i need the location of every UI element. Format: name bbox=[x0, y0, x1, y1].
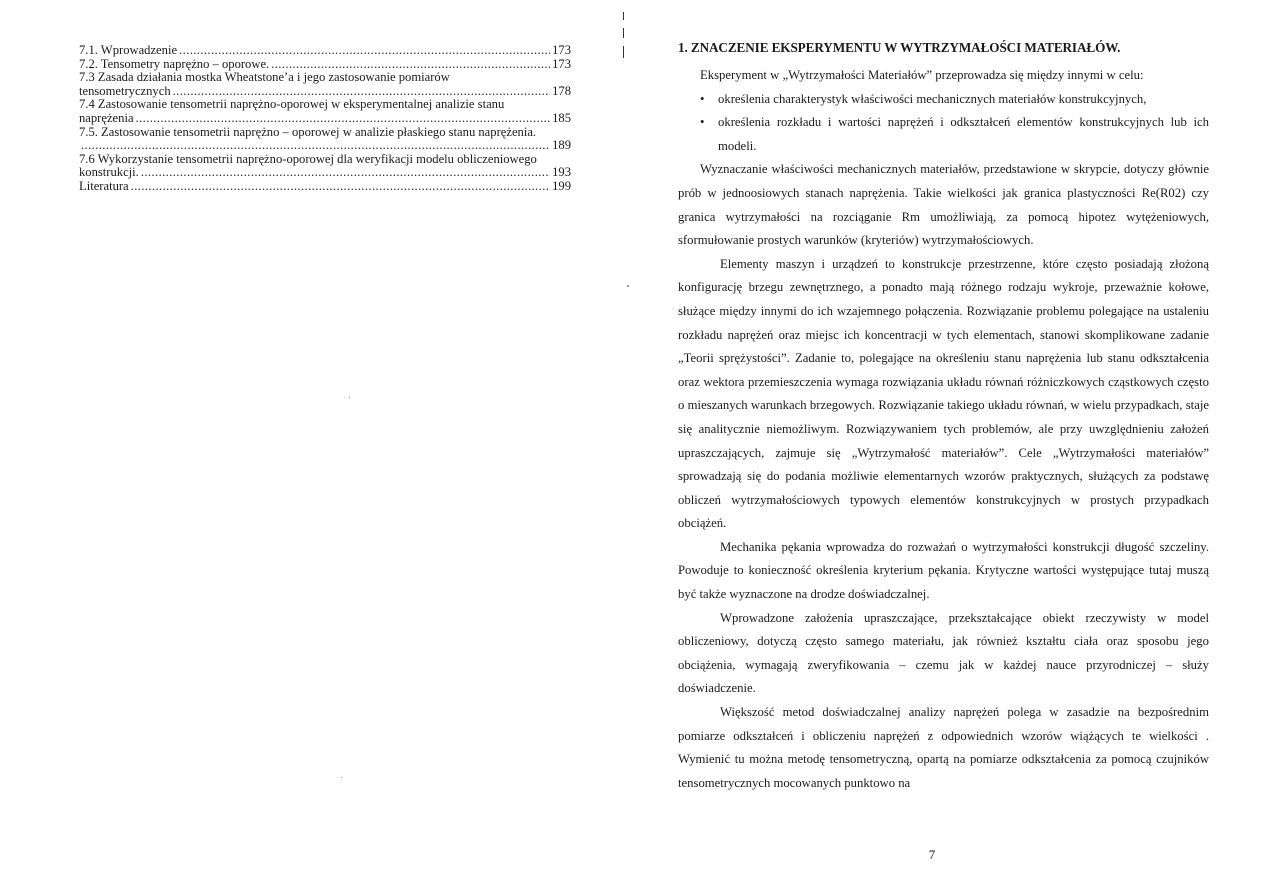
scan-speck bbox=[341, 777, 342, 778]
toc-line bbox=[79, 112, 571, 126]
intro-paragraph: Eksperyment w „Wytrzymałości Materiałów” przeprowadza się między innymi w celu: bbox=[700, 68, 1144, 82]
toc-entry bbox=[79, 71, 571, 98]
table-of-contents bbox=[79, 44, 571, 194]
toc-entry-title-cont: konstrukcji. bbox=[79, 165, 139, 180]
toc-entry-title: 7.3 Zasada działania mostka Wheatstone’a i jego zastosowanie pomiarów bbox=[79, 70, 450, 85]
toc-leader bbox=[271, 58, 550, 72]
scan-speck bbox=[627, 285, 629, 287]
toc-entry-title: Literatura bbox=[79, 178, 129, 193]
toc-line bbox=[79, 58, 571, 72]
toc-entry-title: 7.5. Zastosowanie tensometrii naprężno – oporowej w analizie płaskiego stanu naprężenia. bbox=[79, 124, 537, 139]
paragraph: Mechanika pękania wprowadza do rozważań o wytrzymałości konstrukcji długość szczeliny. Powoduje to konieczność określenia kryterium pękania. Krytyczne wartości występujące tutaj muszą być także wyznaczone na drodze doświadczalnej. bbox=[678, 539, 1209, 602]
scan-mark bbox=[623, 12, 624, 20]
toc-line bbox=[79, 85, 571, 99]
toc-entry bbox=[79, 180, 571, 194]
toc-entry-title-cont: tensometrycznych bbox=[79, 83, 171, 98]
spine-scan-marks bbox=[623, 12, 626, 72]
bullet-item: • określenia charakterystyk właściwości mechanicznych materiałów konstrukcyjnych, bbox=[718, 88, 1209, 112]
paragraph: Wyznaczanie właściwości mechanicznych materiałów, przedstawione w skrypcie, dotyczy głównie prób w jednoosiowych stanach naprężenia. Takie wielkości jak granica plastyczności Re(R02) czy granica wytrzymałości na rozciąganie Rm umożliwiają, za pomocą hipotez wytężeniowych, sformułowanie prostych warunków (kryteriów) wytrzymałościowych. bbox=[678, 162, 1209, 248]
paragraph: Większość metod doświadczalnej analizy naprężeń polega w zasadzie na bezpośrednim pomiarze odkształceń i obliczeniu naprężeń z odpowiednich wzorów wiążących te wielkości . Wymienić tu można metodę tensometryczną, opartą na pomiarze odkształcenia za pomocą czujników tensometrycznych mocowanych punktowo na bbox=[678, 705, 1209, 790]
toc-entry-title: 7.4 Zastosowanie tensometrii naprężno-oporowej w eksperymentalnej analizie stanu bbox=[79, 97, 505, 112]
bullet-item: • określenia rozkładu i wartości naprężeń i odkształceń elementów konstrukcyjnych lub ich modeli. bbox=[718, 111, 1209, 158]
toc-entry bbox=[79, 44, 571, 58]
right-page bbox=[632, 0, 1263, 893]
toc-page-number: 193 bbox=[552, 165, 571, 180]
toc-entry-title: 7.2. Tensometry naprężno – oporowe. bbox=[79, 56, 270, 71]
toc-page-number: 173 bbox=[552, 56, 571, 71]
paragraph: Wprowadzone założenia upraszczające, przekształcające obiekt rzeczywisty w model obliczeniowy, dotyczą często samego materiału, jak również kształtu ciała oraz sposobu jego obciążenia, wymagają zweryfikowania – czemu jak w każdej nauce przyrodniczej – służy doświadczenie. bbox=[678, 610, 1209, 696]
page-number: 7 bbox=[928, 847, 936, 862]
toc-entry-title: 7.6 Wykorzystanie tensometrii naprężno-oporowej dla weryfikacji modelu obliczeniowego bbox=[79, 151, 537, 166]
toc-leader bbox=[131, 180, 550, 194]
chapter-heading: 1. ZNACZENIE EKSPERYMENTU W WYTRZYMAŁOŚCI MATERIAŁÓW. bbox=[678, 40, 1121, 55]
toc-line bbox=[79, 139, 571, 153]
article-body bbox=[678, 40, 1209, 795]
toc-line bbox=[79, 180, 571, 194]
toc-leader bbox=[81, 139, 550, 153]
paragraph: Elementy maszyn i urządzeń to konstrukcje przestrzenne, które często posiadają złożoną konfigurację brzegu zewnętrznego, a ponadto mają różnego rodzaju wykroje, przeważnie kołowe, służące między innymi do ich wzajemnego połączenia. Rozwiązanie problemu polegające na ustaleniu rozkładu naprężeń oraz miejsc ich koncentracji w tych elementach, stanowi skomplikowane zadanie „Teorii sprężystości”. Zadanie to, polegające na określeniu stanu naprężenia lub stanu odkształcenia oraz wektora przemieszczenia wymaga rozwiązania układu równań różniczkowych cząstkowych często o mieszanych warunkach brzegowych. Rozwiązanie takiego układu równań, w wielu przypadkach, staje się analitycznie niemożliwym. Rozwiązywaniem tych problemów, ale przy uwzględnieniu założeń upraszczających, zajmuje się „Wytrzymałość materiałów”. Cele „Wytrzymałości materiałów” sprowadzają się do podania możliwie elementarnych wzorów praktycznych, służących za podstawę obliczeń wytrzymałościowych typowych elementów konstrukcyjnych w prostych przypadkach obciążeń. bbox=[678, 256, 1209, 531]
bullet-list bbox=[678, 88, 1209, 159]
left-page bbox=[0, 0, 630, 893]
toc-leader bbox=[179, 44, 550, 58]
toc-leader bbox=[136, 112, 551, 126]
toc-line bbox=[79, 166, 571, 180]
toc-page-number: 189 bbox=[552, 138, 571, 153]
toc-page-number: 199 bbox=[552, 178, 571, 193]
toc-entry bbox=[79, 153, 571, 180]
scan-speck bbox=[349, 397, 350, 398]
toc-entry bbox=[79, 126, 571, 153]
toc-entry-title: 7.1. Wprowadzenie bbox=[79, 43, 178, 57]
scan-mark bbox=[623, 46, 624, 58]
toc-entry bbox=[79, 98, 571, 125]
toc-line bbox=[79, 44, 571, 58]
toc-leader bbox=[141, 166, 550, 180]
toc-page-number: 185 bbox=[552, 110, 571, 125]
scan-mark bbox=[623, 28, 624, 38]
toc-entry bbox=[79, 58, 571, 72]
toc-entry-title-cont: naprężenia bbox=[79, 110, 134, 125]
toc-page-number: 173 bbox=[552, 43, 571, 57]
toc-page-number: 178 bbox=[552, 83, 571, 98]
toc-leader bbox=[173, 85, 550, 99]
